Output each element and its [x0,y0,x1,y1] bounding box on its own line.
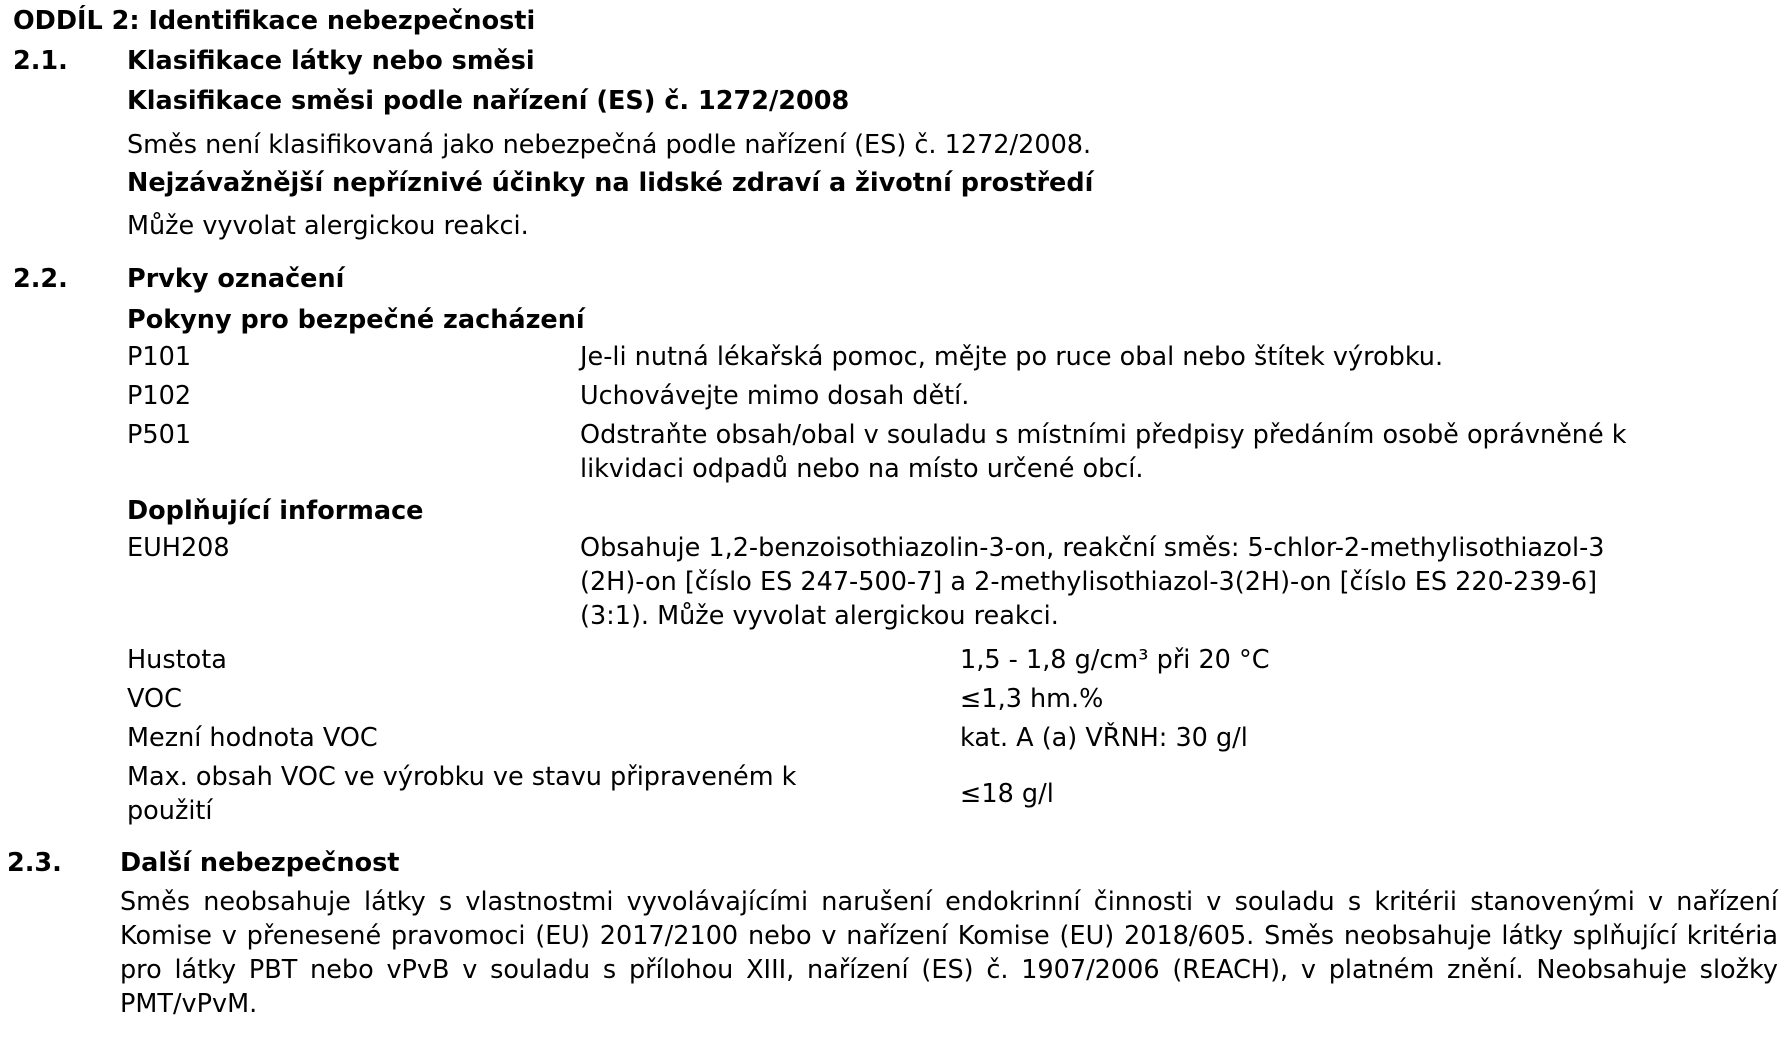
s21-title: Klasifikace látky nebo směsi [127,46,535,76]
precaution-text-p501-line2: likvidaci odpadů nebo na místo určené obcí. [580,454,1144,484]
s22-extra-title: Doplňující informace [127,496,424,526]
extra-text-line1: Obsahuje 1,2-benzoisothiazolin-3-on, reakční směs: 5-chlor-2-methylisothiazol-3 [580,533,1605,563]
precaution-text-p101: Je-li nutná lékařská pomoc, mějte po ruce obal nebo štítek výrobku. [580,342,1444,372]
s23-text: Směs neobsahuje látky s vlastnostmi vyvolávajícími narušení endokrinní činnosti v souladu s kritérii stanovenými v nařízení Komise v přenesené pravomoci (EU) 2017/2100 nebo v nařízení Komise (EU) 2018/605. Směs neobsahuje látky splňující kritéria pro látky PBT nebo vPvB v souladu s přílohou XIII, nařízení (ES) č. 1907/2006 (REACH), v platném znění. Neobsahuje složky PMT/vPvM. [120,887,1778,1019]
s21-number: 2.1. [13,46,68,76]
s21-effects-text: Může vyvolat alergickou reakci. [127,211,529,241]
property-value-voc-limit: kat. A (a) VŘNH: 30 g/l [960,723,1248,753]
property-label-max-voc-line2: použití [127,796,213,826]
property-label-voc: VOC [127,684,182,714]
property-label-max-voc-line1: Max. obsah VOC ve výrobku ve stavu připraveném k [127,762,797,792]
s21-subtitle: Klasifikace směsi podle nařízení (ES) č. 1272/2008 [127,86,850,116]
property-value-voc: ≤1,3 hm.% [960,684,1104,714]
s22-title: Prvky označení [127,264,345,294]
s23-title: Další nebezpečnost [120,848,400,878]
section-title: ODDÍL 2: Identifikace nebezpečnosti [13,6,536,36]
property-value-max-voc: ≤18 g/l [960,779,1054,809]
precaution-code-p102: P102 [127,381,192,411]
extra-text-line3: (3:1). Může vyvolat alergickou reakci. [580,601,1059,631]
precaution-code-p101: P101 [127,342,192,372]
extra-text-line2: (2H)-on [číslo ES 247-500-7] a 2-methylisothiazol-3(2H)-on [číslo ES 220-239-6] [580,567,1598,597]
property-label-density: Hustota [127,645,227,675]
s23-number: 2.3. [7,848,62,878]
s21-effects-title: Nejzávažnější nepříznivé účinky na lidské zdraví a životní prostředí [127,168,1094,198]
precaution-code-p501: P501 [127,420,192,450]
extra-code: EUH208 [127,533,230,563]
property-value-density: 1,5 - 1,8 g/cm³ při 20 °C [960,645,1270,675]
precaution-text-p501-line1: Odstraňte obsah/obal v souladu s místními předpisy předáním osobě oprávněné k [580,420,1627,450]
s22-number: 2.2. [13,264,68,294]
precaution-text-p102: Uchovávejte mimo dosah dětí. [580,381,970,411]
property-label-voc-limit: Mezní hodnota VOC [127,723,378,753]
s21-text: Směs není klasifikovaná jako nebezpečná podle nařízení (ES) č. 1272/2008. [127,130,1092,160]
s22-precautions-title: Pokyny pro bezpečné zacházení [127,305,585,335]
